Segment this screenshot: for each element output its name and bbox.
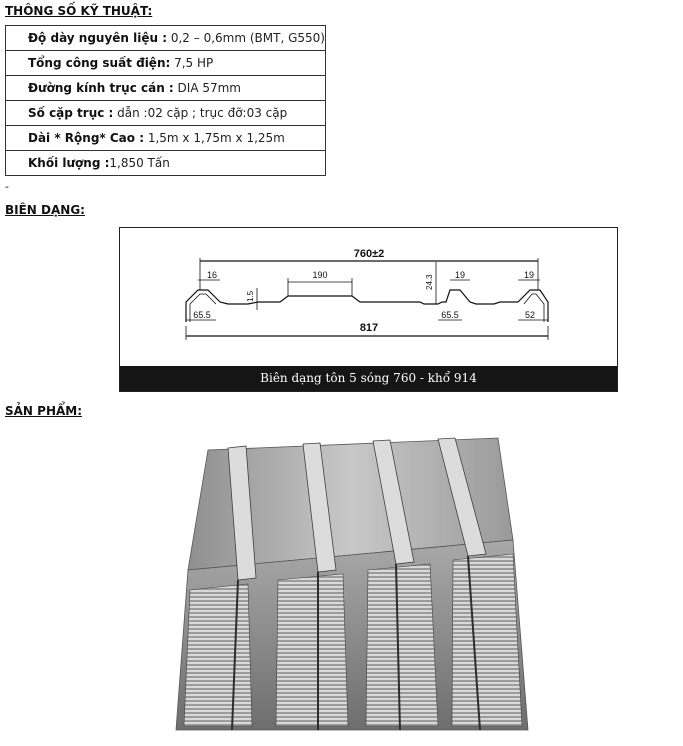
spec-label: Số cặp trục : <box>28 106 114 120</box>
table-row <box>6 151 326 176</box>
profile-heading: BIÊN DẠNG: <box>5 203 85 217</box>
spec-value: 1,5m x 1,75m x 1,25m <box>144 131 285 145</box>
profile-caption: Biên dạng tôn 5 sóng 760 - khổ 914 <box>120 366 617 391</box>
table-row <box>6 26 326 51</box>
spec-value: dẫn :02 cặp ; trục đỡ:03 cặp <box>113 106 288 120</box>
product-image <box>168 430 568 742</box>
spec-value: 0,2 – 0,6mm (BMT, G550) <box>167 31 325 45</box>
dim-19a: 19 <box>454 270 466 280</box>
spec-label: Dài * Rộng* Cao : <box>28 131 144 145</box>
specs-table <box>5 25 326 176</box>
spec-label: Đường kính trục cán : <box>28 81 174 95</box>
dim-1-5: 1.5 <box>246 290 255 302</box>
specs-heading: THÔNG SỐ KỸ THUẬT: <box>5 4 153 18</box>
corrugated-sheet-illustration <box>168 430 568 742</box>
profile-diagram <box>119 227 618 392</box>
table-row <box>6 76 326 101</box>
table-row <box>6 126 326 151</box>
spec-value: 1,850 Tấn <box>109 156 170 170</box>
spec-label: Tổng công suất điện: <box>28 56 171 70</box>
product-heading: SẢN PHẨM: <box>5 404 83 418</box>
spec-value: DIA 57mm <box>173 81 241 95</box>
dim-65-5-left: 65.5 <box>193 310 211 320</box>
dim-190: 190 <box>312 270 328 280</box>
dim-19b: 19 <box>523 270 535 280</box>
profile-outline <box>186 290 548 322</box>
table-row <box>6 101 326 126</box>
dim-52: 52 <box>524 310 536 320</box>
profile-drawing <box>120 228 618 368</box>
table-row <box>6 51 326 76</box>
dim-16: 16 <box>206 270 218 280</box>
dim-total-width: 760±2 <box>353 248 385 260</box>
spec-label: Khối lượng : <box>28 156 110 170</box>
spec-value: 7,5 HP <box>170 56 214 70</box>
separator-dash: - <box>5 180 9 193</box>
dim-overall: 817 <box>359 322 379 334</box>
dim-65-5-right: 65.5 <box>441 310 459 320</box>
spec-label: Độ dày nguyên liệu : <box>28 31 168 45</box>
dim-24-3: 24.3 <box>425 274 434 290</box>
